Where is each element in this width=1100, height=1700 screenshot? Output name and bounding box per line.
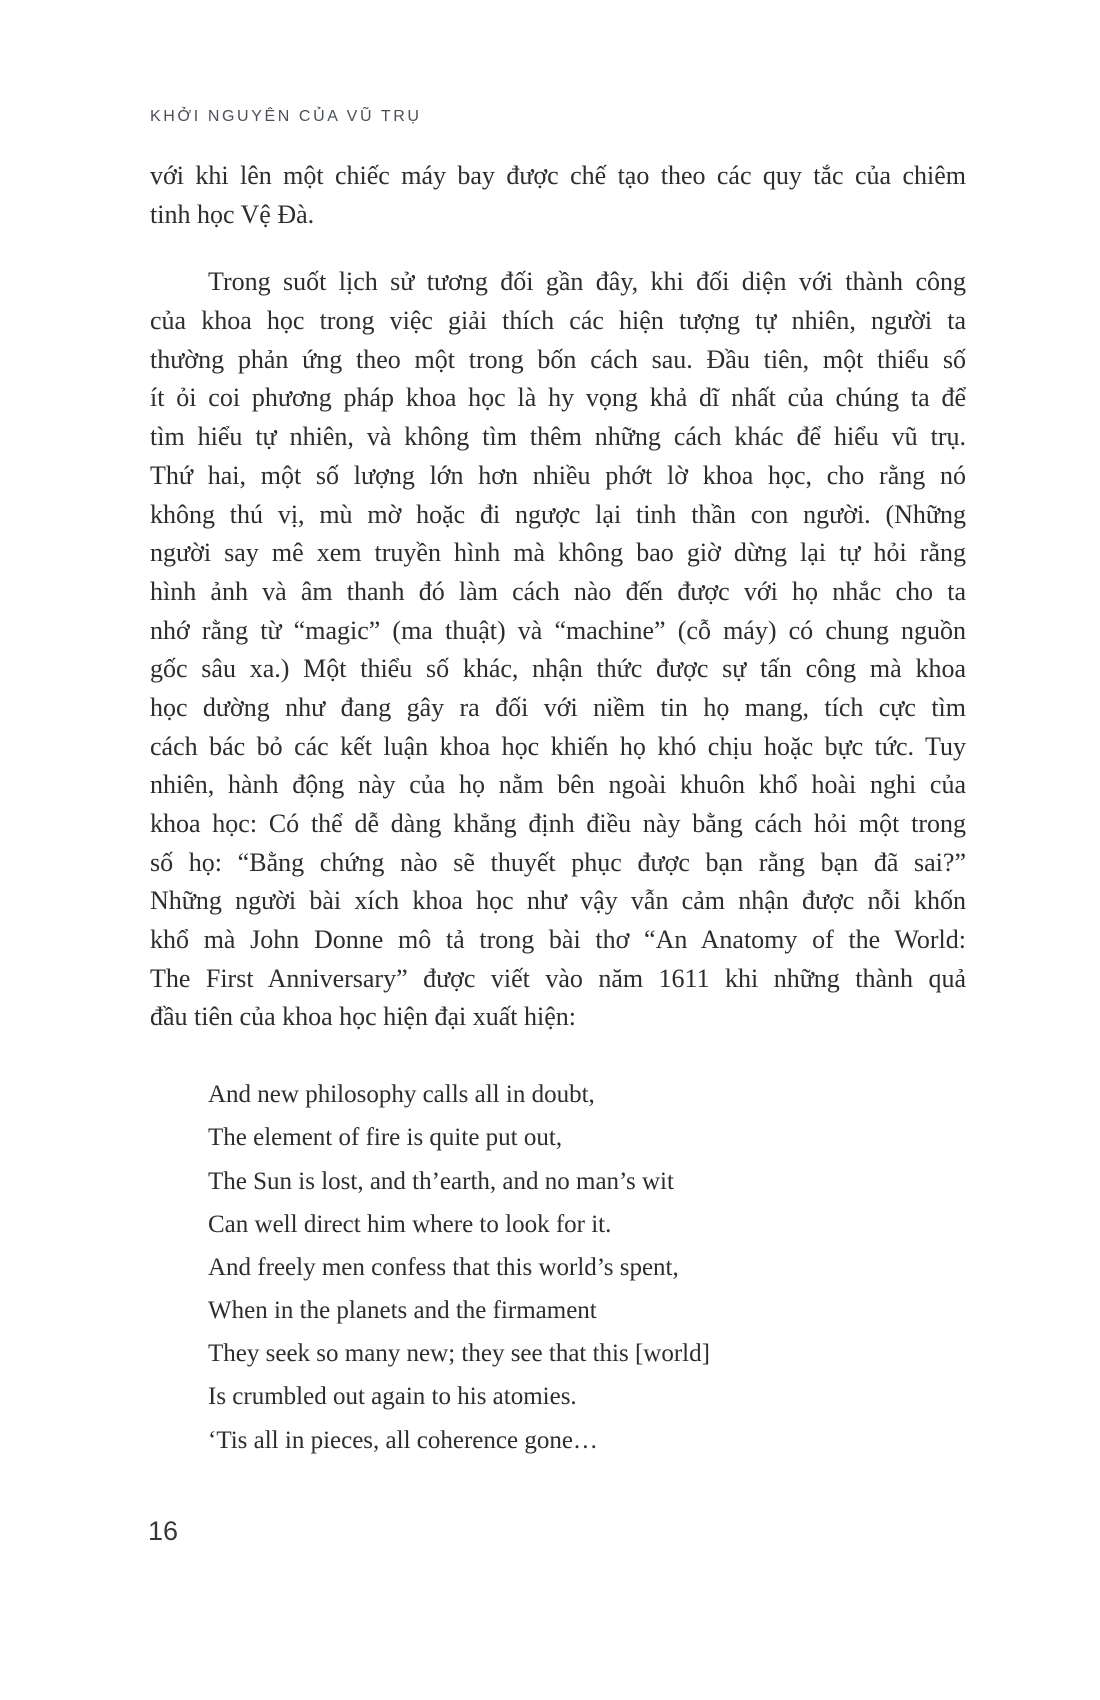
running-head: KHỞI NGUYÊN CỦA VŨ TRỤ (150, 108, 422, 125)
body-text-line: khoa học: Có thể dễ dàng khẳng định điều này bằng cách hỏi một trong (150, 809, 966, 838)
body-text-line: nhiên, hành động này của họ nằm bên ngoài khuôn khổ hoài nghi của (150, 770, 966, 800)
body-text-line: khổ mà John Donne mô tả trong bài thơ “An Anatomy of the World: (150, 925, 966, 955)
body-text-line: tinh học Vệ Đà. (150, 199, 315, 229)
main-text-block (150, 157, 966, 1462)
body-text-line: ít ỏi coi phương pháp khoa học là hy vọng khả dĩ nhất của chúng ta để (150, 383, 966, 413)
poem-line: They seek so many new; they see that this [world] (208, 1340, 710, 1368)
body-text-line: của khoa học trong việc giải thích các hiện tượng tự nhiên, người ta (150, 306, 966, 336)
poem-line: And new philosophy calls all in doubt, (208, 1081, 595, 1109)
paragraph-main (150, 263, 966, 1037)
body-text-line: The First Anniversary” được viết vào năm 1611 khi những thành quả (150, 963, 966, 993)
body-text-line: số họ: “Bằng chứng nào sẽ thuyết phục được bạn rằng bạn đã sai?” (150, 847, 966, 877)
poem-quote (150, 1073, 966, 1462)
poem-line: The Sun is lost, and th’earth, and no man’s wit (208, 1167, 674, 1195)
body-text-line: gốc sâu xa.) Một thiểu số khác, nhận thức được sự tấn công mà khoa (150, 654, 966, 684)
body-text-line: nhớ rằng từ “magic” (ma thuật) và “machine” (cỗ máy) có chung nguồn (150, 615, 966, 645)
body-text-line: người say mê xem truyền hình mà không bao giờ dừng lại tự hỏi rằng (150, 538, 966, 568)
body-text-line: học dường như đang gây ra đối với niềm tin họ mang, tích cực tìm (150, 692, 966, 722)
body-text-line: hình ảnh và âm thanh đó làm cách nào đến được với họ nhắc cho ta (150, 576, 966, 606)
body-text-line: Trong suốt lịch sử tương đối gần đây, khi đối diện với thành công (208, 267, 966, 297)
body-text-line: không thú vị, mù mờ hoặc đi ngược lại tinh thần con người. (Những (150, 499, 966, 529)
poem-line: The element of fire is quite put out, (208, 1124, 563, 1152)
body-text-line: đầu tiên của khoa học hiện đại xuất hiện: (150, 1002, 576, 1032)
body-text-line: với khi lên một chiếc máy bay được chế tạo theo các quy tắc của chiêm (150, 161, 966, 190)
poem-line: When in the planets and the firmament (208, 1297, 597, 1325)
poem-line: ‘Tis all in pieces, all coherence gone… (208, 1426, 598, 1454)
body-text-line: tìm hiểu tự nhiên, và không tìm thêm những cách khác để hiểu vũ trụ. (150, 422, 966, 452)
poem-line: Can well direct him where to look for it. (208, 1210, 612, 1238)
poem-line: Is crumbled out again to his atomies. (208, 1383, 577, 1411)
body-text-line: Thứ hai, một số lượng lớn hơn nhiều phớt lờ khoa học, cho rằng nó (150, 460, 966, 490)
body-text-line: Những người bài xích khoa học như vậy vẫn cảm nhận được nỗi khốn (150, 886, 966, 916)
page-number: 16 (148, 1516, 179, 1546)
poem-line: And freely men confess that this world’s spent, (208, 1253, 679, 1281)
body-text-line: thường phản ứng theo một trong bốn cách sau. Đầu tiên, một thiểu số (150, 344, 966, 374)
paragraph-continuation (150, 157, 966, 234)
body-text-line: cách bác bỏ các kết luận khoa học khiến họ khó chịu hoặc bực tức. Tuy (150, 731, 966, 761)
